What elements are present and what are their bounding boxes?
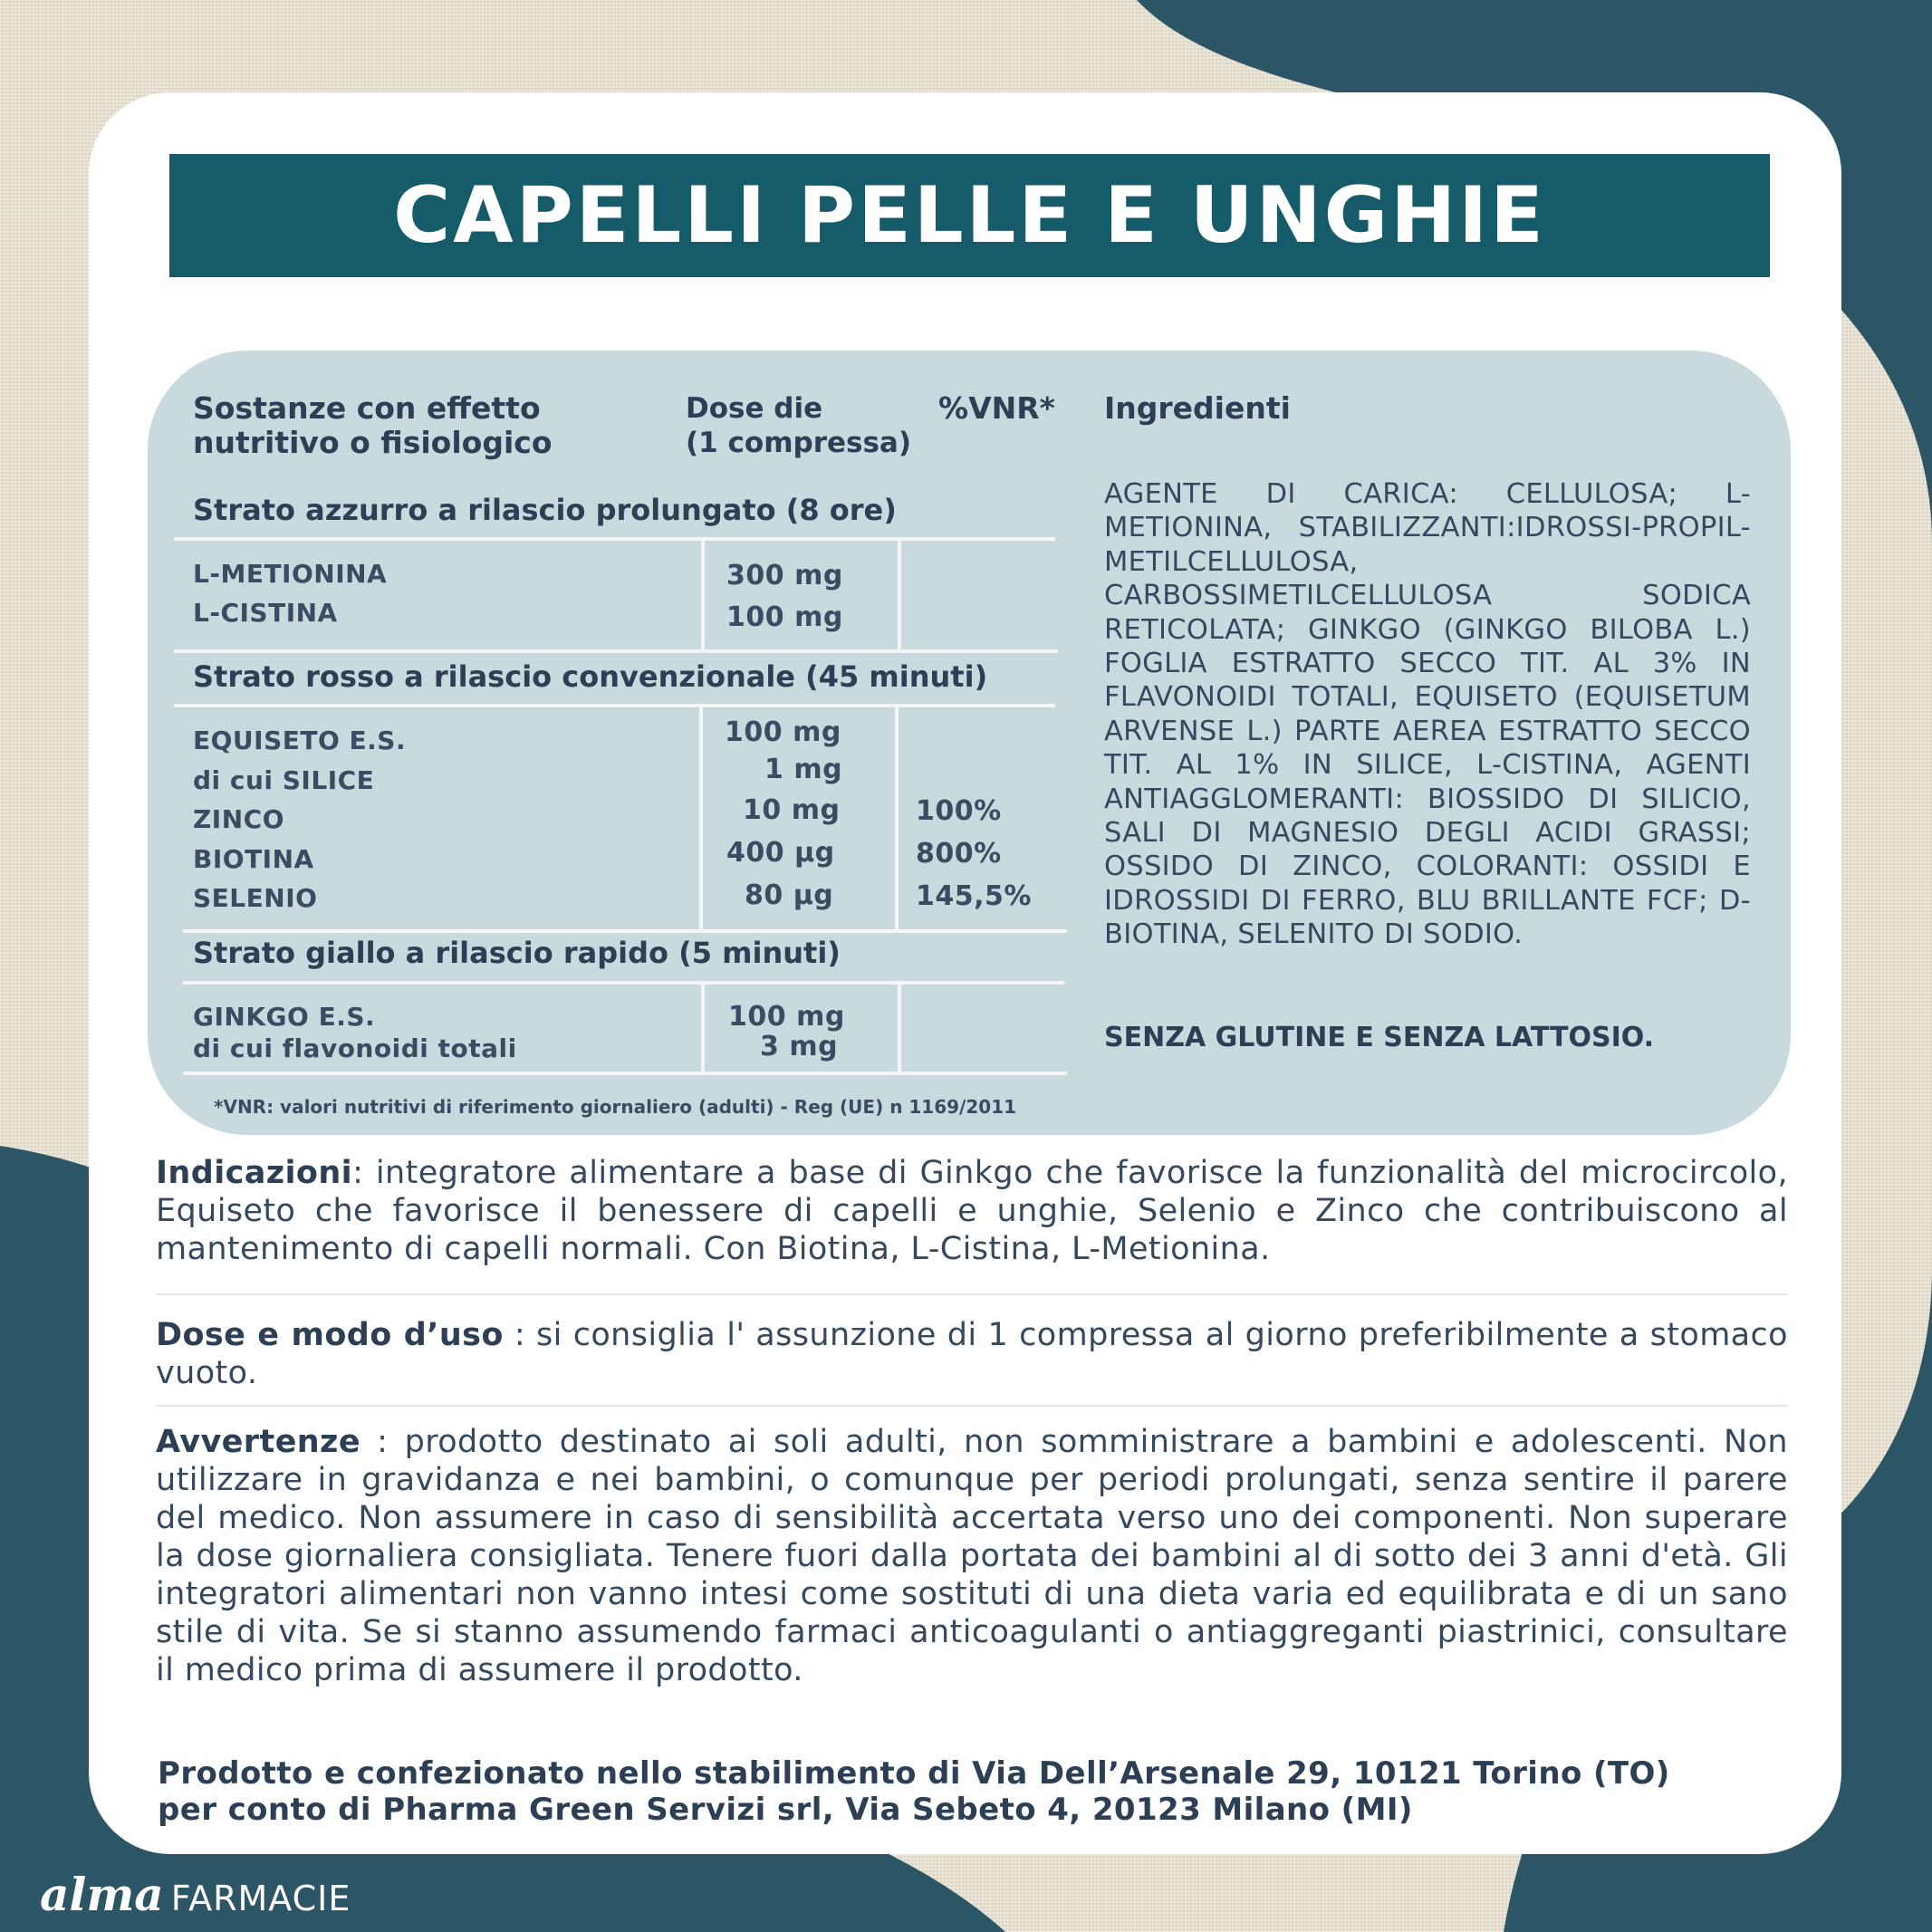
nutrient-dose: 80 µg — [745, 879, 834, 911]
warnings-text: : prodotto destinato ai soli adulti, non somministrare a bambini e adolescenti. Non utilizzare in gravidanza e nei bambini, o comunque per periodi prolungati, senza sentire il parere del medico. Non assumere in caso di sensibilità accertata verso uno dei componenti. Non superare la dose giornaliera consigliata. Tenere fuori dalla portata dei bambini al di sotto dei 3 anni d'età. Gli integratori alimentari non vanno intesi come sostituti di una dieta varia ed equilibrata e di un sano stile di vita. Se si stanno assumendo farmaci anticoagulanti o antiaggreganti piastrinici, consultare il medico prima di assumere il prodotto. — [156, 1424, 1788, 1688]
table-rule — [174, 537, 1055, 541]
nutrient-dose: 10 mg — [743, 794, 841, 826]
indications-text: : integratore alimentare a base di Ginkgo che favorisce la funzionalità del microcircolo, Equiseto che favorisce il benessere di capelli e unghie, Selenio e Zinco che contribuiscono al mantenimento di capelli normali. Con Biotina, L-Cistina, L-Metionina. — [156, 1155, 1788, 1267]
table-rule — [174, 704, 1055, 707]
brand-logo — [40, 1868, 351, 1921]
dosage-label: Dose e modo d’uso — [156, 1317, 504, 1353]
col-header-dose-line1: Dose die — [686, 392, 823, 425]
nutrient-dose: 100 mg — [726, 601, 843, 633]
nutrient-dose: 100 mg — [728, 1001, 845, 1033]
col-header-dose-line2: (1 compressa) — [686, 427, 911, 459]
producer-line1: Prodotto e confezionato nello stabilimento di Via Dell’Arsenale 29, 10121 Torino (TO) — [158, 1755, 1670, 1792]
indications-label: Indicazioni — [156, 1155, 353, 1191]
col-header-substances-line1: Sostanze con effetto — [193, 390, 541, 426]
table-rule — [183, 981, 1064, 985]
title-banner — [169, 154, 1770, 277]
nutrient-name: EQUISETO E.S. — [193, 726, 407, 755]
col-header-vnr: %VNR* — [938, 390, 1055, 426]
table-rule — [183, 929, 1067, 933]
warnings-label: Avvertenze — [156, 1424, 360, 1460]
dosage-paragraph — [156, 1316, 1788, 1392]
divider — [156, 1405, 1788, 1407]
nutrient-name: ZINCO — [193, 804, 285, 834]
ingredients-text: AGENTE DI CARICA: CELLULOSA; L-METIONINA, STABILIZZANTI:IDROSSI-PROPIL-METILCELLULOSA, CARBOSSIMETILCELLULOSA SODICA RETICOLATA; GINKGO (GINKGO BILOBA L.) FOGLIA ESTRATTO SECCO TIT. AL 3% IN FLAVONOIDI TOTALI, EQUISETO (EQUISETUM ARVENSE L.) PARTE AEREA ESTRATTO SECCO TIT. AL 1% IN SILICE, L-CISTINA, AGENTI ANTIAGGLOMERANTI: BIOSSIDO DI SILICIO, SALI DI MAGNESIO DEGLI ACIDI GRASSI; OSSIDO DI ZINCO, COLORANTI: OSSIDI E IDROSSIDI DI FERRO, BLU BRILLANTE FCF; D-BIOTINA, SELENITO DI SODIO. — [1104, 478, 1751, 951]
divider — [156, 1293, 1788, 1295]
vnr-footnote: *VNR: valori nutritivi di riferimento giornaliero (adulti) - Reg (UE) n 1169/2011 — [214, 1096, 1017, 1118]
nutrient-name: BIOTINA — [193, 844, 314, 874]
nutrient-name: L-METIONINA — [193, 559, 388, 589]
ingredients-heading: Ingredienti — [1104, 390, 1291, 426]
nutrient-dose: 1 mg — [764, 754, 843, 785]
col-header-substances — [193, 391, 553, 460]
nutrient-name: SELENIO — [193, 883, 318, 913]
nutrient-name: L-CISTINA — [193, 598, 338, 628]
table-divider — [898, 539, 901, 649]
section-title-blue-layer: Strato azzurro a rilascio prolungato (8 ore) — [193, 493, 897, 527]
producer-line2: per conto di Pharma Green Servizi srl, Via Sebeto 4, 20123 Milano (MI) — [158, 1792, 1413, 1828]
nutrient-vnr: 800% — [916, 838, 1002, 870]
table-divider — [699, 706, 703, 929]
nutrient-dose: 300 mg — [726, 560, 843, 591]
dosage-text: : si consiglia l' assunzione di 1 compressa al giorno preferibilmente a stomaco vuoto. — [156, 1317, 1788, 1391]
nutrient-dose: 400 µg — [726, 837, 835, 869]
table-divider — [701, 539, 705, 649]
table-rule — [183, 1072, 1067, 1075]
nutrient-name: di cui SILICE — [193, 765, 375, 795]
nutrient-dose: 100 mg — [725, 716, 841, 748]
indications-paragraph — [156, 1154, 1788, 1268]
table-divider — [898, 983, 901, 1072]
brand-name: alma — [40, 1868, 164, 1921]
nutrient-vnr: 145,5% — [916, 880, 1032, 912]
page-title: CAPELLI PELLE E UNGHIE — [393, 170, 1546, 261]
table-rule — [174, 649, 1058, 653]
allergen-note: SENZA GLUTINE E SENZA LATTOSIO. — [1104, 1022, 1655, 1053]
section-title-yellow-layer: Strato giallo a rilascio rapido (5 minuti) — [193, 936, 841, 970]
col-header-dose — [686, 391, 911, 460]
producer-info — [158, 1755, 1670, 1828]
warnings-paragraph — [156, 1423, 1788, 1689]
table-divider — [701, 983, 705, 1072]
nutrient-vnr: 100% — [916, 795, 1002, 827]
nutrient-name: GINKGO E.S. — [193, 1002, 376, 1032]
table-divider — [895, 706, 899, 929]
nutrient-dose: 3 mg — [760, 1031, 839, 1062]
nutrient-name: di cui flavonoidi totali — [193, 1033, 517, 1063]
brand-suffix: FARMACIE — [170, 1879, 351, 1918]
col-header-substances-line2: nutritivo o fisiologico — [193, 425, 553, 460]
section-title-red-layer: Strato rosso a rilascio convenzionale (45 minuti) — [193, 659, 988, 694]
